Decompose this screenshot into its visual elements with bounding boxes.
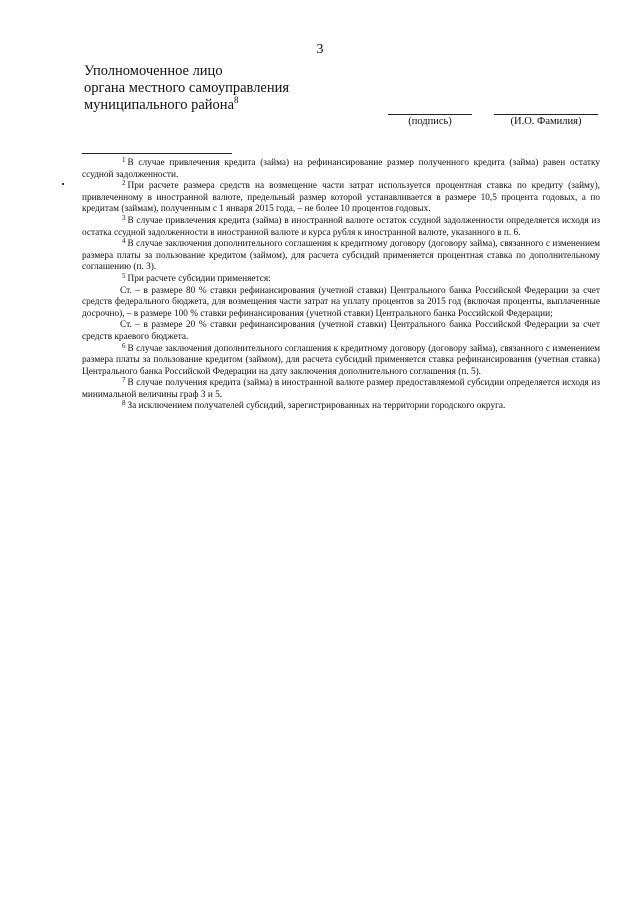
footnote-2 [82, 181, 600, 216]
footnote-mark: 7 [122, 376, 126, 385]
footnote-separator [82, 153, 232, 154]
footnote-text: При расчете размера средств на возмещение части затрат используется процентная ставка по кредиту (займу), привлеченному в иностранной валюте, предельный размер которой устанавливается в размере 10,5 процента годовых, а по кредитам (займам), полученным с 1 января 2015 года, – не более 10 процентов годовых. [82, 181, 600, 215]
footnote-text: В случае заключения дополнительного соглашения к кредитному договору (договору займа), связанного с изменением размера платы за пользование кредитом (займом), для расчета субсидий применяется процентная ставка по дополнительному соглашению (п. 3). [82, 239, 600, 273]
signature-field [388, 114, 472, 127]
footnote-text: В случае привлечения кредита (займа) в иностранной валюте остаток ссудной задолженности определяется исходя из остатка ссудной задолженности в иностранной валюте и курса рубля к иностранной валюте, указанного в п. 6. [82, 215, 600, 238]
footnote-mark: 6 [122, 341, 126, 350]
footnote-text: Ст. – в размере 20 % ставки рефинансирования (учетной ставки) Центрального банка Российской Федерации за счет средств краевого бюджета. [82, 320, 600, 342]
footnote-8 [82, 401, 600, 413]
footnote-5-paragraph-federal [82, 286, 600, 321]
footnote-5 [82, 271, 600, 286]
footnote-7 [82, 378, 600, 401]
footnote-text: При расчете субсидии применяется: [127, 273, 271, 284]
official-title-line-3-text: муниципального района [84, 97, 234, 113]
official-title-line-1: Уполномоченное лицо [84, 63, 223, 79]
footnote-mark: 2 [122, 179, 126, 188]
footnote-text: В случае получения кредита (займа) в иностранной валюте размер предоставляемой субсидии определяется исходя из минимальной величины граф 3 и 5. [82, 378, 600, 400]
footnote-1 [82, 158, 600, 181]
name-label: (И.О. Фамилия) [510, 116, 582, 127]
name-field [494, 114, 598, 127]
footnote-mark: 5 [122, 271, 126, 280]
footnote-reference-mark: 8 [234, 95, 239, 105]
footnote-6 [82, 341, 600, 379]
footnote-text: За исключением получателей субсидий, зарегистрированных на территории городского округа. [127, 401, 506, 412]
footnote-3 [82, 213, 600, 239]
page-number: 3 [316, 42, 324, 57]
footnote-text: Ст. – в размере 80 % ставки рефинансирования (учетной ставки) Центрального банка Российской Федерации за счет средств федерального бюджета, для возмещения части затрат на уплату процентов за 2015 год (включая проценты, выплаченные досрочно), – в размере 100 % ставки рефинансирования (учетной ставки) Центрального банка Российской Федерации; [82, 285, 600, 319]
footnote-5-paragraph-regional [82, 320, 600, 343]
footnotes [82, 158, 600, 413]
footnote-mark: 3 [122, 213, 126, 222]
footnote-mark: 8 [122, 399, 126, 408]
footnote-mark: 1 [122, 156, 126, 164]
official-title-line-3 [84, 97, 289, 114]
footnote-4 [82, 239, 600, 274]
official-title-block [84, 63, 289, 114]
signature-label: (подпись) [408, 116, 452, 127]
stray-dot [62, 183, 64, 185]
footnote-mark: 4 [122, 237, 126, 246]
footnote-text: В случае привлечения кредита (займа) на рефинансирование размер полученного кредита (займа) равен остатку ссудной задолженности. [82, 158, 600, 180]
footnote-text: В случае заключения дополнительного соглашения к кредитному договору (договору займа), связанного с изменением размера платы за пользование кредитом (займом), для расчета субсидий применяется ставка рефинансирования (учетная ставка) Центрального банка Российской Федерации на дату заключения дополнительного соглашения (п. 5). [82, 343, 600, 377]
official-title-line-2: органа местного самоуправления [84, 80, 290, 96]
